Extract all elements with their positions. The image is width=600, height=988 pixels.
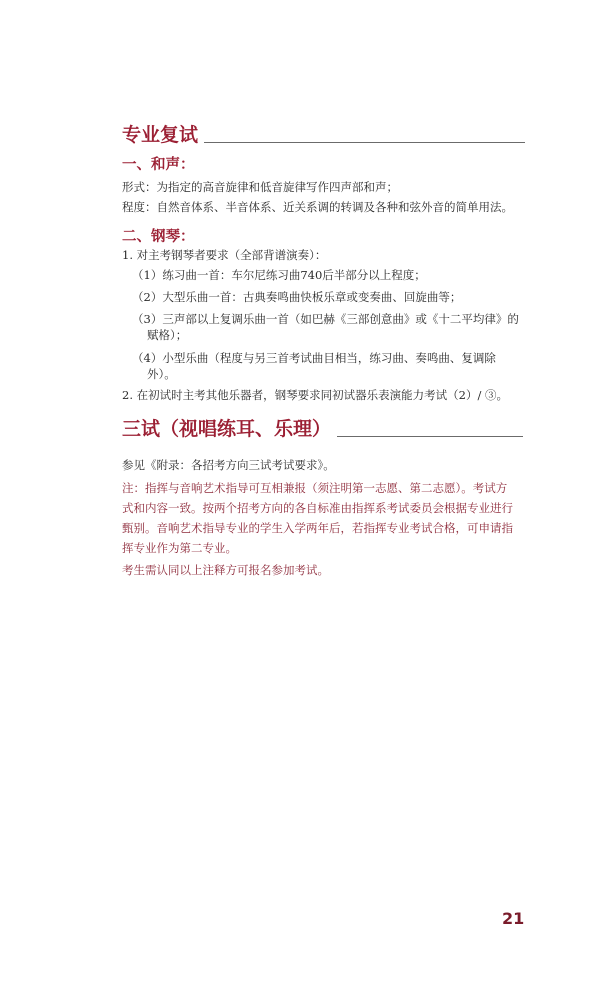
piano-line: 外）。 (147, 367, 176, 381)
piano-line: 1. 对主考钢琴者要求（全部背谱演奏）： (122, 248, 327, 262)
section-title: 三试（视唱练耳、乐理） (122, 418, 332, 440)
section-rule (337, 436, 523, 437)
piano-heading: 二、钢琴： (122, 229, 195, 245)
section-header-third-exam (122, 418, 523, 440)
section-title: 专业复试 (122, 124, 199, 146)
section-rule (204, 142, 525, 143)
note-line: 挥专业作为第二专业。 (122, 541, 237, 555)
note-line: 甄别。音响艺术指导专业的学生入学两年后，若指挥专业考试合格，可申请指 (122, 521, 513, 535)
piano-line: 赋格）； (147, 328, 188, 342)
note-line: 注：指挥与音响艺术指导可互相兼报（须注明第一志愿、第二志愿）。考试方 (122, 481, 508, 495)
piano-line: （1）练习曲一首：车尔尼练习曲740后半部分以上程度； (132, 268, 426, 282)
harmony-heading: 一、和声： (122, 157, 195, 173)
section-header-professional-retest (122, 124, 525, 146)
piano-line: （3）三声部以上复调乐曲一首（如巴赫《三部创意曲》或《十二平均律》的 (132, 312, 519, 326)
piano-line: 2. 在初试时主考其他乐器者，钢琴要求同初试器乐表演能力考试（2）/ ③。 (122, 388, 508, 402)
note-line: 考生需认同以上注释方可报名参加考试。 (122, 563, 329, 577)
harmony-level-line: 程度：自然音体系、半音体系、近关系调的转调及各种和弦外音的简单用法。 (122, 200, 513, 214)
piano-line: （4）小型乐曲（程度与另三首考试曲目相当，练习曲、奏鸣曲、复调除 (132, 351, 496, 365)
piano-line: （2）大型乐曲一首：古典奏鸣曲快板乐章或变奏曲、回旋曲等； (132, 290, 462, 304)
note-line: 式和内容一致。按两个招考方向的各自标准由指挥系考试委员会根据专业进行 (122, 501, 513, 515)
harmony-form-line: 形式：为指定的高音旋律和低音旋律写作四声部和声； (122, 180, 398, 194)
appendix-reference: 参见《附录：各招考方向三试考试要求》。 (122, 458, 335, 472)
page-number: 21 (502, 909, 525, 928)
